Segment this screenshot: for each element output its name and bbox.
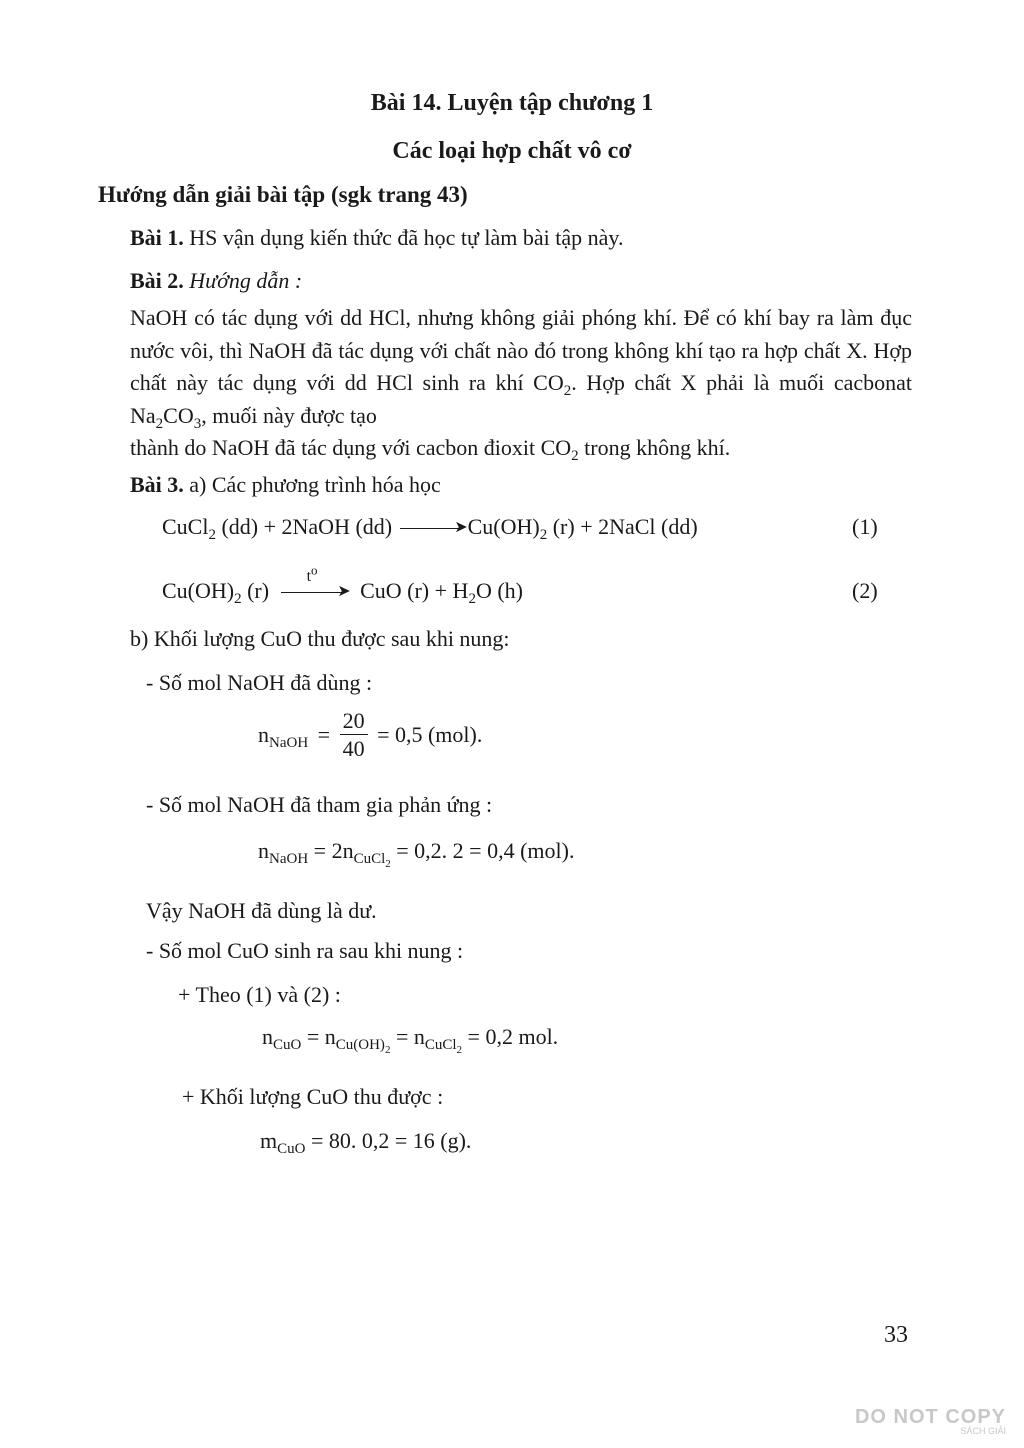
formula-mass-cuo: $m_{CuO} = 80$. 0,2 = 16 (g). xyxy=(260,1128,472,1157)
conclusion: Vậy NaOH đã dùng là dư. xyxy=(146,898,377,923)
exercise-3-part-b: b) Khối lượng CuO thu được sau khi nung: xyxy=(130,626,510,651)
watermark-logo: DO NOT COPY SÁCH GIẢI xyxy=(854,1406,1006,1436)
page-title: Bài 14. Luyện tập chương 1 xyxy=(370,90,654,116)
section-heading: Hướng dẫn giải bài tập (sgk trang 43) xyxy=(98,182,468,207)
step-1: - Số mol NaOH đã dùng : xyxy=(146,670,373,695)
step-3b: + Khối lượng CuO thu được : xyxy=(182,1084,444,1109)
page-subtitle: Các loại hợp chất vô cơ xyxy=(392,138,632,164)
formula-moles-cuo: $n_{CuO} = n_{Cu(OH)_2} = n_{CuCl_2} = 0,2$ mol. xyxy=(262,1024,559,1056)
exercise-1-label: Bài 1. xyxy=(130,225,184,250)
exercise-1-text: HS vận dụng kiến thức đã học tự làm bài tập này. xyxy=(189,225,624,250)
exercise-2-label: Bài 2. xyxy=(130,268,184,293)
step-3: - Số mol CuO sinh ra sau khi nung : xyxy=(146,938,464,963)
exercise-2-hint: Hướng dẫn : xyxy=(189,268,303,293)
formula-moles-naoh: $n_{NaOH}$ = $\frac{20}{40}$ = 0,5 (mol). xyxy=(258,708,483,762)
exercise-3-label: Bài 3. xyxy=(130,472,184,497)
exercise-3-part-a: a) Các phương trình hóa học xyxy=(189,472,441,497)
exercise-1 xyxy=(130,225,624,250)
step-3a: + Theo (1) và (2) : xyxy=(178,982,341,1007)
fraction: $\frac{20}{40}$ xyxy=(340,708,368,762)
step-2: - Số mol NaOH đã tham gia phản ứng : xyxy=(146,792,493,817)
equation-1: CuCl$_2$ (dd) + 2NaOH (dd) ➤ $Cu(OH)_2$ (r) + 2NaCl (dd) xyxy=(162,514,698,543)
formula-moles-reacted: $n_{NaOH} = 2n_{CuCl_2} = 0,2$. 2 = 0,4 (mol). xyxy=(258,838,575,870)
exercise-3-header xyxy=(130,472,441,497)
exercise-2-header xyxy=(130,268,302,293)
page-number: 33 xyxy=(884,1322,908,1348)
heating-arrow: $t^o$ ➤ xyxy=(281,592,345,593)
equation-2: $Cu(OH)_2$ (r) $t^o$ ➤ CuO $(r) + H_2O$ (h) xyxy=(162,563,523,607)
equation-2-number: (2) xyxy=(852,578,878,603)
exercise-2-paragraph: NaOH có tác dụng với dd HCl, nhưng không giải phóng khí. Để có khí bay ra làm đục nước vôi, thì NaOH đã tác dụng với chất nào đó trong không khí tạo ra hợp chất X. Hợp chất này tác dụng với dd HCl sinh ra khí $CO_2$. Hợp chất X phải là muối cacbonat $Na_2CO_3$, muối này được tạo thành do NaOH đã tác dụng với cacbon đioxit $CO_2$ trong không khí. xyxy=(130,305,913,464)
heating-condition: $t^o$ xyxy=(306,563,318,586)
reaction-arrow: ➤ xyxy=(400,528,462,529)
equation-1-number: (1) xyxy=(852,514,878,539)
